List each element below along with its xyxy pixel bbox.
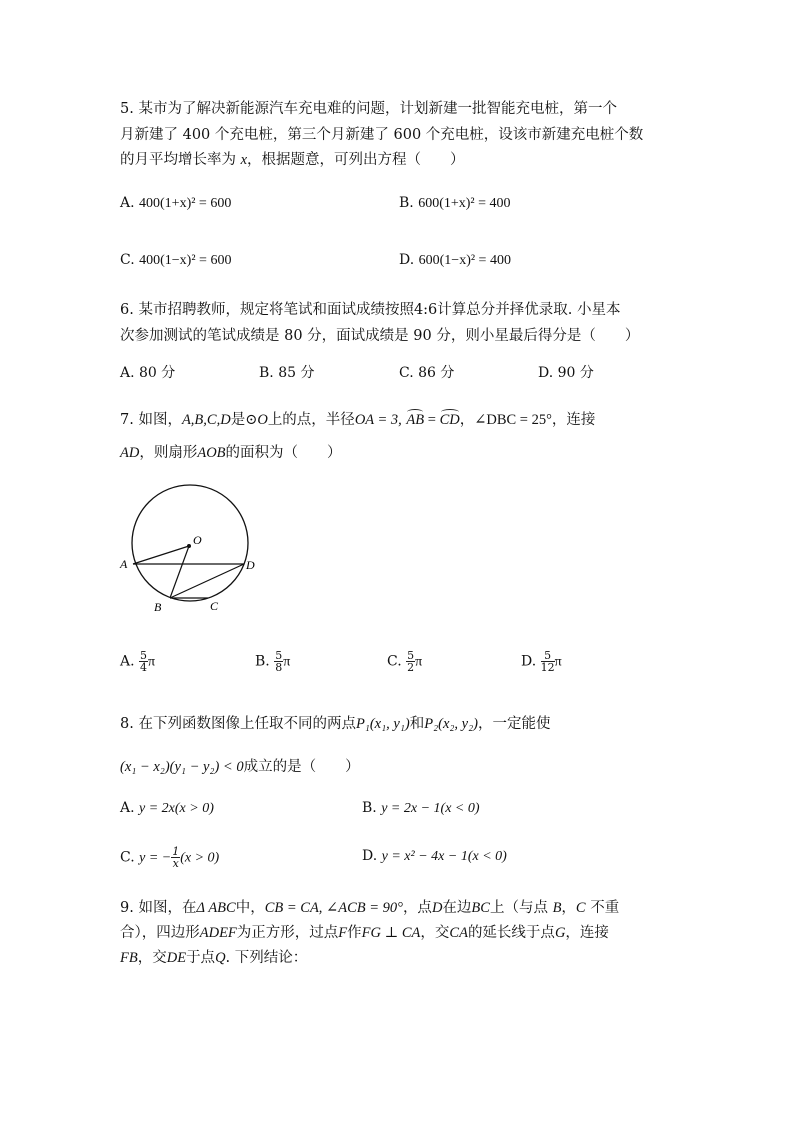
- q9-line3: [120, 946, 307, 967]
- q5-line3: [120, 148, 465, 169]
- q7-on: 上的点，半径: [267, 412, 355, 428]
- q5-option-d: [399, 252, 511, 269]
- q9-connect: ，连接: [565, 925, 609, 941]
- q9-var-q: Q: [215, 950, 226, 966]
- q7-circle-symbol: ⊙O: [245, 412, 268, 428]
- q7-label-o: O: [193, 533, 202, 547]
- q5-option-b-expr: 600(1+x)² = 400: [418, 196, 511, 211]
- q8-option-b-letter: B.: [362, 800, 377, 816]
- q6-line2: 次参加测试的笔试成绩是 80 分，面试成绩是 90 分，则小星最后得分是（ ）: [120, 328, 640, 344]
- q7-option-b-pi: π: [283, 654, 291, 670]
- q6-option-b-text: 85 分: [278, 365, 315, 381]
- q8-option-a: [120, 800, 214, 817]
- q9-in: 中，: [235, 900, 265, 916]
- q6-option-c-letter: C.: [399, 365, 414, 381]
- q7-circle: [132, 485, 248, 601]
- q9-with-point: 上（与点: [489, 900, 553, 916]
- q5-option-d-letter: D.: [399, 252, 415, 268]
- q5-option-c: [120, 252, 231, 269]
- q7-option-b-letter: B.: [255, 653, 270, 670]
- q6-option-c-text: 86 分: [418, 365, 455, 381]
- q8-intro: 8. 在下列函数图像上任取不同的两点: [120, 716, 356, 732]
- q7-angle: ，∠DBC = 25°，连接: [459, 412, 596, 428]
- q7-center-dot: [187, 544, 191, 548]
- q7-option-a-letter: A.: [120, 653, 135, 670]
- q8-line2: [120, 755, 360, 776]
- q7-line2: [120, 441, 342, 462]
- q5-line3-a: 的月平均增长率为: [120, 152, 241, 168]
- q7-option-a-fraction: $\frac{5}{4}$: [140, 649, 148, 674]
- q9-var-d: D: [431, 900, 443, 916]
- q8-option-a-expr: y = 2x(x > 0): [139, 801, 214, 816]
- q9-var-fb: FB: [120, 950, 138, 966]
- q5-var-x: x: [240, 152, 248, 168]
- q9-var-adef: ADEF: [199, 925, 237, 941]
- q6-option-d-letter: D.: [538, 365, 554, 381]
- q8-make: ，一定能使: [477, 716, 551, 732]
- q5-option-d-expr: 600(1−x)² = 400: [418, 253, 511, 268]
- q9-at-point: 于点: [186, 950, 216, 966]
- q7-option-b: [255, 650, 290, 673]
- q8-option-d-expr: y = x² − 4x − 1(x < 0): [381, 849, 507, 864]
- q9-perp: FG ⊥ CA: [361, 925, 421, 941]
- q9-square: 合），四边形: [120, 925, 200, 941]
- q7-option-b-fraction: $\frac{5}{8}$: [275, 649, 283, 674]
- q8-and: 和: [409, 716, 425, 732]
- q6-option-d: [538, 362, 594, 382]
- q7-area-text: 的面积为（ ）: [225, 445, 342, 461]
- q7-label-d: D: [246, 558, 255, 572]
- q5-option-a: [120, 195, 231, 212]
- q8-point-p2: P₂(x₂, y₂): [424, 716, 478, 732]
- q9-point: ，点: [402, 900, 432, 916]
- q7-option-d-pi: π: [554, 654, 562, 670]
- q7-option-d-fraction: $\frac{5}{12}$: [540, 649, 555, 674]
- q9-make: 作: [347, 925, 362, 941]
- q8-point-p1: P₁(x₁, y₁): [355, 716, 410, 732]
- q9-var-de: DE: [166, 950, 187, 966]
- q7-arc-cd: CD: [439, 412, 460, 428]
- q8-option-c-pre: y = −: [139, 850, 172, 866]
- q9-line1: [120, 896, 619, 917]
- q9-intro: 9. 如图，在: [120, 900, 197, 916]
- q7-points: A,B,C,D: [181, 412, 231, 428]
- q8-option-d-letter: D.: [362, 848, 378, 864]
- q9-through: 为正方形，过点: [236, 925, 339, 941]
- q7-option-d: [521, 650, 562, 673]
- q6-option-c: [399, 362, 454, 382]
- q9-triangle: Δ ABC: [196, 900, 236, 916]
- q7-option-a: [120, 650, 155, 673]
- q9-not-coincide: 不重: [585, 900, 620, 916]
- q7-label-a: A: [120, 557, 128, 571]
- q7-ad: AD: [120, 445, 140, 461]
- q9-intersect: ，交: [420, 925, 450, 941]
- q8-option-d: [362, 848, 507, 865]
- q9-extension: 的延长线于点: [467, 925, 555, 941]
- q9-var-bc: BC: [471, 900, 490, 916]
- q5-option-b: [399, 195, 511, 212]
- q7-option-d-letter: D.: [521, 653, 537, 670]
- q8-option-c-post: (x > 0): [180, 850, 220, 866]
- q7-option-c-pi: π: [415, 654, 423, 670]
- q5-line3-b: ，根据题意，可列出方程（ ）: [247, 152, 465, 168]
- q9-var-f: F: [338, 925, 348, 941]
- q5-line1: 5. 某市为了解决新能源汽车充电难的问题，计划新建一批智能充电桩，第一个: [120, 101, 617, 117]
- q8-option-c: [120, 846, 219, 869]
- q9-var-g: G: [554, 925, 566, 941]
- q9-intersect2: ，交: [137, 950, 167, 966]
- q8-holds: 成立的是（ ）: [243, 759, 360, 775]
- q7-intro: 7. 如图，: [120, 412, 182, 428]
- q7-option-c: [387, 650, 422, 673]
- q7-label-b: B: [154, 600, 162, 614]
- q6-option-a-letter: A.: [120, 365, 135, 381]
- q7-equals: =: [424, 412, 440, 428]
- q8-option-b-expr: y = 2x − 1(x < 0): [381, 801, 480, 816]
- q7-circle-figure: [115, 480, 265, 615]
- q6-option-b-letter: B.: [259, 365, 274, 381]
- q8-option-c-fraction: $\frac{1}{x}$: [172, 845, 180, 870]
- q5-option-b-letter: B.: [399, 195, 414, 211]
- q8-line1: [120, 712, 550, 733]
- q9-var-b: B: [552, 900, 562, 916]
- q9-condition: CB = CA, ∠ACB = 90°: [264, 900, 403, 916]
- q5-option-a-expr: 400(1+x)² = 600: [139, 196, 232, 211]
- q7-option-a-pi: π: [148, 654, 156, 670]
- q7-sector-text: ，则扇形: [139, 445, 198, 461]
- q8-option-c-letter: C.: [120, 849, 135, 866]
- q5-option-c-expr: 400(1−x)² = 600: [139, 253, 232, 268]
- q6-option-d-text: 90 分: [557, 365, 594, 381]
- q8-option-b: [362, 800, 480, 817]
- q7-line1: [120, 408, 595, 429]
- q9-var-ca: CA: [449, 925, 468, 941]
- q7-arc-ab: AB: [406, 412, 425, 428]
- q9-line2: [120, 921, 609, 942]
- q9-comma: ，: [561, 900, 576, 916]
- q7-aob: AOB: [197, 445, 226, 461]
- q6-option-b: [259, 362, 314, 382]
- q8-condition: (x₁ − x₂)(y₁ − y₂) < 0: [120, 759, 244, 775]
- q9-on-side: 在边: [442, 900, 472, 916]
- q5-line2: 月新建了 400 个充电桩，第三个月新建了 600 个充电桩，设该市新建充电桩个数: [120, 127, 644, 143]
- q6-option-a: [120, 362, 175, 382]
- q7-radius: OA = 3,: [354, 412, 402, 428]
- q9-conclusions: . 下列结论：: [225, 950, 308, 966]
- q7-label-c: C: [210, 599, 219, 613]
- q9-var-c: C: [575, 900, 586, 916]
- q8-option-a-letter: A.: [120, 800, 135, 816]
- q5-option-c-letter: C.: [120, 252, 135, 268]
- q5-option-a-letter: A.: [120, 195, 135, 211]
- q6-line1: 6. 某市招聘教师，规定将笔试和面试成绩按照4:6计算总分并择优录取. 小星本: [120, 302, 621, 318]
- q7-option-c-letter: C.: [387, 653, 402, 670]
- q7-segment-ao: [133, 546, 189, 564]
- q7-is: 是: [230, 412, 246, 428]
- q6-option-a-text: 80 分: [139, 365, 176, 381]
- q7-option-c-fraction: $\frac{5}{2}$: [407, 649, 415, 674]
